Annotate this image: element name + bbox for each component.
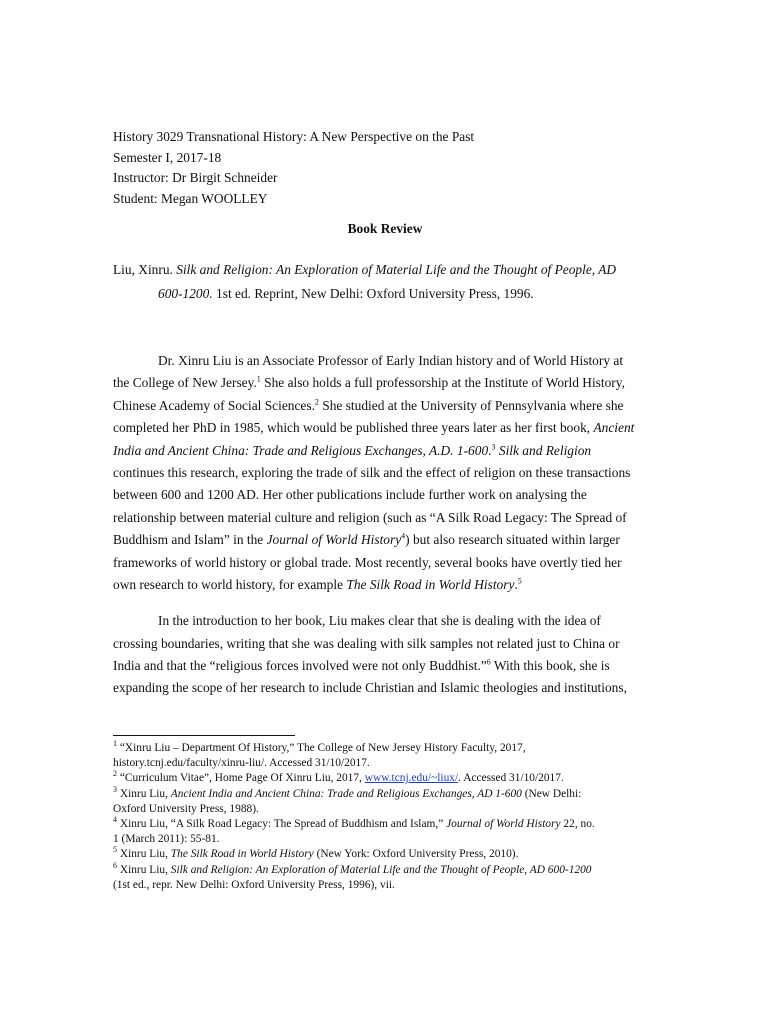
document-header xyxy=(113,127,474,209)
footnote-text: 1 (March 2011): 55-81. xyxy=(113,833,220,846)
line-text: India and that the “religious forces involved were not only Buddhist.” xyxy=(113,658,487,674)
footnote-6 xyxy=(113,860,663,893)
line-text: frameworks of world history or global trade. Most recently, several books have overtly tied her xyxy=(113,554,622,570)
line-text: continues this research, exploring the trade of silk and the effect of religion on these transactions xyxy=(113,464,631,480)
text-line xyxy=(113,552,658,574)
review-body xyxy=(113,350,658,700)
italic-text: Journal of World History xyxy=(266,532,402,548)
text-line xyxy=(113,350,658,372)
footnote-text: (1st ed., repr. New Delhi: Oxford University Press, 1996), vii. xyxy=(113,878,395,891)
text-line xyxy=(113,677,658,699)
line-text: between 600 and 1200 AD. Her other publications include further work on analysing the xyxy=(113,487,587,503)
line-text: . xyxy=(488,442,492,458)
text-line xyxy=(113,440,658,462)
instructor: Instructor: Dr Birgit Schneider xyxy=(113,170,278,186)
footnote-text: (New Delhi: xyxy=(521,787,582,800)
footnote-text: history.tcnj.edu/faculty/xinru-liu/. Accessed 31/10/2017. xyxy=(113,757,370,770)
footnote-line xyxy=(113,771,663,786)
footnote-text: Xinru Liu, xyxy=(117,848,171,861)
line-text: completed her PhD in 1985, which would be published three years later as her first book, xyxy=(113,420,594,436)
line-text: With this book, she is xyxy=(490,658,610,674)
line-text: expanding the scope of her research to include Christian and Islamic theologies and institutions, xyxy=(113,680,627,696)
footnote-italic: Silk and Religion: An Exploration of Material Life and the Thought of People, AD 600-1200 xyxy=(170,863,592,876)
text-line xyxy=(113,529,658,551)
footnote-number: 2 xyxy=(113,769,117,779)
footnote-number: 5 xyxy=(113,845,117,855)
footnote-text: 22, no. xyxy=(560,818,595,831)
footnote-ref: 6 xyxy=(486,657,491,667)
footnote-line xyxy=(113,784,663,802)
footnote-4 xyxy=(113,817,663,847)
footnote-number: 3 xyxy=(113,784,117,794)
text-line xyxy=(113,655,658,677)
line-text: Buddhism and Islam” in the xyxy=(113,532,267,548)
text-line xyxy=(113,372,658,394)
line-text: She also holds a full professorship at the Institute of World History, xyxy=(260,375,625,391)
page-title: Book Review xyxy=(347,221,423,236)
footnote-ref: 5 xyxy=(517,576,522,586)
line-text: ) but also research situated within larger xyxy=(405,532,620,548)
text-line xyxy=(113,417,658,439)
line-text: She studied at the University of Pennsylvania where she xyxy=(318,397,624,413)
footnote-link[interactable]: www.tcnj.edu/~liux/ xyxy=(364,772,459,785)
text-line xyxy=(113,633,658,655)
paragraph-gap xyxy=(113,596,658,610)
line-text: Dr. Xinru Liu is an Associate Professor of Early Indian history and of World History at xyxy=(158,353,624,368)
text-line xyxy=(113,574,658,596)
footnotes xyxy=(113,741,663,893)
italic-text: Silk and Religion xyxy=(498,442,592,458)
footnote-5 xyxy=(113,847,663,862)
student: Student: Megan WOOLLEY xyxy=(113,190,268,206)
footnote-text: “Curriculum Vitae”, Home Page Of Xinru Liu, 2017, xyxy=(117,772,365,785)
course-title: History 3029 Transnational History: A New Perspective on the Past xyxy=(113,129,475,144)
footnote-line xyxy=(113,832,663,847)
footnote-divider xyxy=(113,735,295,736)
footnote-number: 4 xyxy=(113,815,117,825)
footnote-text: Xinru Liu, xyxy=(117,863,171,876)
line-text: . xyxy=(514,576,518,592)
footnote-text: “Xinru Liu – Department Of History,” The College of New Jersey History Faculty, 2017, xyxy=(117,742,526,754)
citation-author: Liu, Xinru. xyxy=(113,262,177,277)
footnote-ref: 3 xyxy=(491,442,496,452)
footnote-number: 6 xyxy=(113,860,117,870)
footnote-line xyxy=(113,847,663,862)
line-text: relationship between material culture and religion (such as “A Silk Road Legacy: The Spread of xyxy=(113,509,627,525)
footnote-italic: The Silk Road in World History xyxy=(170,848,314,861)
footnote-text: Oxford University Press, 1988). xyxy=(113,802,259,815)
footnote-ref: 1 xyxy=(256,374,261,384)
footnote-2 xyxy=(113,771,663,786)
footnote-1 xyxy=(113,741,663,771)
footnote-italic: Ancient India and Ancient China: Trade and Religious Exchanges, AD 1-600 xyxy=(170,787,522,800)
text-line xyxy=(113,507,658,529)
text-line xyxy=(113,462,658,484)
citation-title: Silk and Religion: An Exploration of Material Life and the Thought of People, AD xyxy=(176,262,617,277)
footnote-ref: 2 xyxy=(314,397,319,407)
text-line xyxy=(113,395,658,417)
italic-text: Ancient xyxy=(593,420,635,436)
footnote-line xyxy=(113,878,663,893)
footnote-line xyxy=(113,802,663,817)
italic-text: India and Ancient China: Trade and Religious Exchanges, A.D. 1-600 xyxy=(113,442,489,458)
footnote-line xyxy=(113,817,663,832)
footnote-line xyxy=(113,756,663,771)
line-text: Chinese Academy of Social Sciences. xyxy=(113,397,315,413)
footnote-line xyxy=(113,741,663,756)
line-text: the College of New Jersey. xyxy=(113,375,257,391)
line-text: own research to world history, for example xyxy=(113,576,347,592)
citation-publication: 1st ed. Reprint, New Delhi: Oxford University Press, 1996. xyxy=(212,286,534,301)
footnote-italic: Journal of World History xyxy=(446,818,561,831)
footnote-3 xyxy=(113,784,663,817)
text-line xyxy=(113,484,658,506)
footnote-ref: 4 xyxy=(401,531,406,541)
line-text: In the introduction to her book, Liu makes clear that she is dealing with the idea of xyxy=(158,613,601,629)
text-line xyxy=(113,610,658,632)
semester: Semester I, 2017-18 xyxy=(113,149,222,165)
footnote-text: (New York: Oxford University Press, 2010). xyxy=(313,848,519,861)
book-citation xyxy=(113,258,653,306)
footnote-line xyxy=(113,860,663,878)
citation-title-cont: 600-1200. xyxy=(158,286,213,301)
footnote-text: . Accessed 31/10/2017. xyxy=(458,772,564,785)
footnote-text: Xinru Liu, xyxy=(117,787,171,800)
line-text: crossing boundaries, writing that she was dealing with silk samples not related just to China or xyxy=(113,635,620,651)
italic-text: The Silk Road in World History xyxy=(346,576,515,592)
footnote-number: 1 xyxy=(113,739,117,749)
footnote-text: Xinru Liu, “A Silk Road Legacy: The Spread of Buddhism and Islam,” xyxy=(117,818,447,831)
